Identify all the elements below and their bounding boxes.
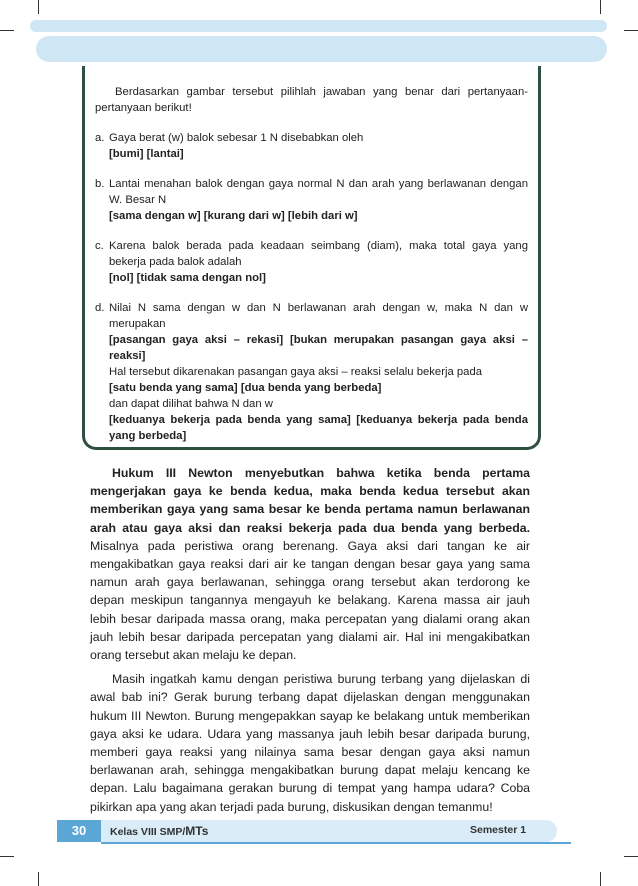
semester-label: Semester 1 — [470, 824, 527, 836]
book-title — [110, 824, 208, 838]
paragraph-bird-flight: Masih ingatkah kamu dengan peristiwa burung terbang yang dijelaskan di awal bab ini? Gerak burung terbang dapat dijelaskan dengan menggunakan hukum III Newton. Burung mengepakkan sayap ke belakang untuk memberikan gaya aksi ke udara. Udara yang massanya jauh lebih besar daripada burung, memberi gaya reaksi yang nilainya sama besar dengan gaya aksi namun berlawanan arah, sehingga mengakibatkan burung dapat melaju kencang ke depan. Lalu bagaimana gerakan burung di tempat yang hampa udara? Coba pikirkan apa yang akan terjadi pada burung, diskusikan dengan temanmu! — [90, 672, 530, 814]
question-c — [95, 238, 528, 286]
crop-mark — [624, 30, 638, 31]
paragraph-newton-third-law — [90, 464, 530, 664]
question-b — [95, 176, 528, 224]
question-d-followup2-options: [keduanya bekerja pada benda yang sama] [keduanya bekerja pada benda yang berbeda] — [109, 414, 528, 442]
panel-intro: Berdasarkan gambar tersebut pilihlah jawaban yang benar dari pertanyaan-pertanyaan berikut! — [95, 86, 528, 114]
crop-mark — [624, 856, 638, 857]
question-label: c. — [95, 240, 104, 252]
crop-mark — [0, 856, 14, 857]
page-number: 30 — [57, 820, 101, 842]
body-text — [90, 464, 530, 822]
question-label: a. — [95, 132, 105, 144]
question-label: d. — [95, 302, 105, 314]
book-title-mts: MTs — [185, 824, 209, 838]
header-band-main — [36, 36, 607, 62]
crop-mark — [600, 872, 601, 886]
question-options: [bumi] [lantai] — [109, 148, 184, 160]
crop-mark — [38, 0, 39, 14]
paragraph-example: Misalnya pada peristiwa orang berenang. Gaya aksi dari tangan ke air mengakibatkan gaya reaksi dari air ke tangan dengan besar gaya yang sama namun arah gaya berlawanan, sehingga orang tersebut akan terdorong ke depan meskipun tangannya mengayuh ke belakang. Karena massa air jauh lebih besar daripada massa orang, maka percepatan yang dialami orang akan jauh lebih besar daripada percepatan yang dialami air. Hal ini mengakibatkan orang tersebut akan melaju ke depan. — [90, 538, 530, 663]
question-text: Karena balok berada pada keadaan seimbang (diam), maka total gaya yang bekerja pada balok adalah — [109, 240, 528, 268]
question-text: Lantai menahan balok dengan gaya normal N dan arah yang berlawanan dengan W. Besar N — [109, 178, 528, 206]
crop-mark — [600, 0, 601, 14]
paragraph-bold-statement: Hukum III Newton menyebutkan bahwa ketika benda pertama mengerjakan gaya ke benda kedua, maka benda kedua tersebut akan memberikan gaya yang sama besar ke benda pertama namun berlawanan arah atau gaya aksi dan reaksi bekerja pada dua benda yang berbeda. — [90, 466, 530, 535]
question-panel-content — [95, 84, 528, 458]
question-d-followup-text: Hal tersebut dikarenakan pasangan gaya aksi – reaksi selalu bekerja pada — [109, 366, 483, 378]
crop-mark — [38, 872, 39, 886]
header-band — [30, 20, 607, 58]
page-footer — [0, 816, 638, 846]
question-panel — [82, 66, 541, 450]
question-d — [95, 300, 528, 444]
question-a — [95, 130, 528, 162]
footer-underline — [101, 842, 571, 844]
question-label: b. — [95, 178, 105, 190]
crop-mark — [0, 30, 14, 31]
book-title-text: Kelas VIII SMP/ — [110, 826, 186, 838]
question-d-followup2-text: dan dapat dilihat bahwa N dan w — [109, 398, 273, 410]
question-d-followup-options: [satu benda yang sama] [dua benda yang berbeda] — [109, 382, 382, 394]
question-text: Gaya berat (w) balok sebesar 1 N disebabkan oleh — [109, 132, 364, 144]
question-text: Nilai N sama dengan w dan N berlawanan arah dengan w, maka N dan w merupakan — [109, 302, 528, 330]
question-options: [pasangan gaya aksi – rekasi] [bukan merupakan pasangan gaya aksi – reaksi] — [109, 334, 528, 362]
header-band-thin — [30, 20, 607, 32]
question-options: [nol] [tidak sama dengan nol] — [109, 272, 266, 284]
question-options: [sama dengan w] [kurang dari w] [lebih dari w] — [109, 210, 358, 222]
